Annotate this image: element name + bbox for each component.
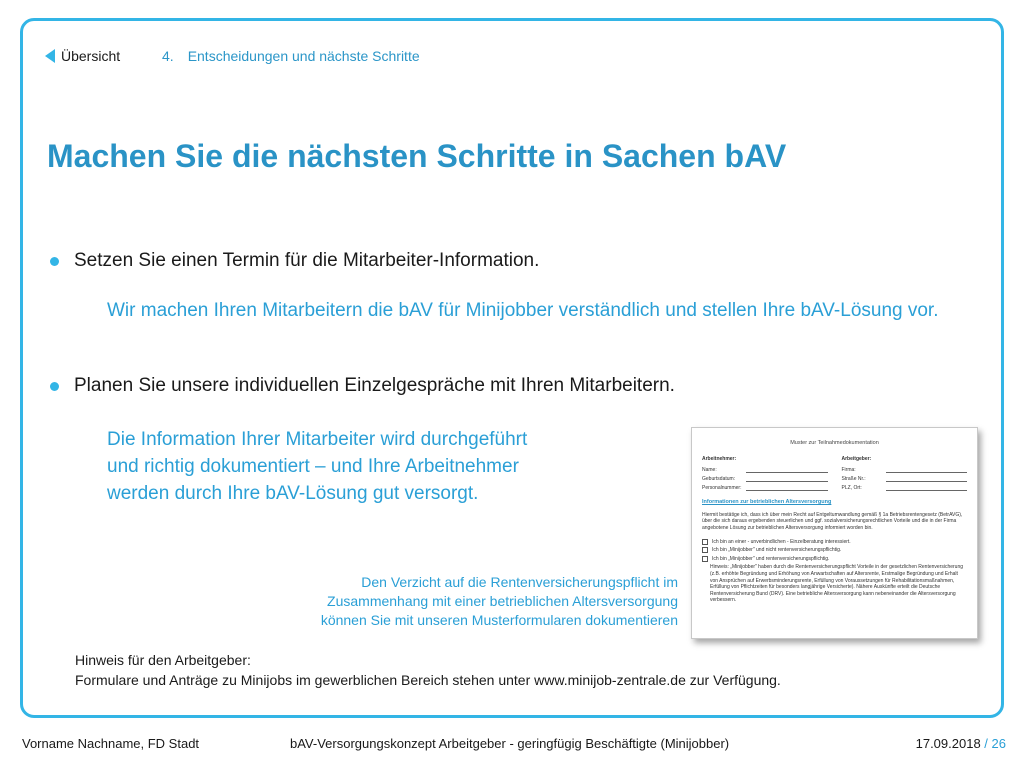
section-number: 4. xyxy=(162,48,174,64)
breadcrumb[interactable] xyxy=(162,48,420,64)
page-title: Machen Sie die nächsten Schritte in Sachen bAV xyxy=(47,138,787,174)
arrow-left-icon xyxy=(45,49,55,63)
bullet-dot-icon xyxy=(50,257,59,266)
bullet-item-2 xyxy=(50,375,675,397)
detail-line: und richtig dokumentiert – und Ihre Arbeitnehmer xyxy=(107,456,519,477)
bullet-item-1 xyxy=(50,250,539,272)
form-field-label: Name: xyxy=(702,466,717,473)
page-number: 26 xyxy=(991,736,1006,751)
form-paragraph: Hiermit bestätige ich, dass ich über mein Recht auf Entgeltumwandlung gemäß § 1a Betriebsrentengesetz (BetrAVG), über die sich daraus ergebenden steuerlichen und ggf. sozialversicherungsrechtlichen Vorteile und die in der Firma angebotene Lösung zur betrieblichen Altersversorgung informiert worden bin. xyxy=(702,511,963,531)
bullet-detail-2 xyxy=(107,426,527,507)
bullet-detail-1: Wir machen Ihren Mitarbeitern die bAV für Minijobber verständlich und stellen Ihre bAV-Lösung vor. xyxy=(107,300,939,321)
form-field-label: Personalnummer: xyxy=(702,484,742,491)
page-separator: / xyxy=(980,736,992,751)
form-caption xyxy=(238,573,678,630)
bullet-dot-icon xyxy=(50,382,59,391)
caption-line: können Sie mit unseren Musterformularen dokumentieren xyxy=(320,612,678,628)
form-option: Ich bin „Minijobber" und nicht rentenversicherungspflichtig. xyxy=(712,547,842,554)
form-thumbnail xyxy=(691,427,978,639)
checkbox-icon xyxy=(702,547,708,553)
form-field-label: Firma: xyxy=(841,466,856,473)
form-field-label: PLZ, Ort: xyxy=(841,484,862,491)
hint-heading: Hinweis für den Arbeitgeber: xyxy=(75,652,251,668)
overview-link[interactable] xyxy=(45,48,120,64)
employer-heading: Arbeitgeber: xyxy=(841,455,872,462)
footer-title: bAV-Versorgungskonzept Arbeitgeber - geringfügig Beschäftigte (Minijobber) xyxy=(290,736,730,751)
employer-hint xyxy=(75,650,781,690)
form-field-label: Geburtsdatum: xyxy=(702,475,736,482)
section-title: Entscheidungen und nächste Schritte xyxy=(187,48,420,64)
form-note: Hinweis: „Minijobber" haben durch die Rentenversicherungspflicht Vorteile in der gesetzlichen Rentenversicherung (z.B. erhöhte Begründung und Erhöhung von Anwartschaften auf Altersrente, Erstmalige Begründung und Erhalt von Ansprüchen auf Erwerbsminderungsrente, Erfüllung von Voraussetzungen für Rehabilitationsmaßnahmen, Erfüllung von Pflichtzeiten für besonders langjährige Versicherte). Nähere Auskünfte erteilt die Deutsche Rentenversicherung Bund (DRV). Eine betriebliche Altersversorgung kann nebeneinander die Altersversorgung verbessern. xyxy=(710,564,964,604)
footer-date: 17.09.2018 xyxy=(915,736,981,751)
hint-text: Formulare und Anträge zu Minijobs im gewerblichen Bereich stehen unter www.minijob-zentrale.de zur Verfügung. xyxy=(75,672,781,688)
caption-line: Den Verzicht auf die Rentenversicherungspflicht im xyxy=(361,574,678,590)
caption-line: Zusammenhang mit einer betrieblichen Altersversorgung xyxy=(327,593,678,609)
form-title: Muster zur Teilnahmedokumentation xyxy=(790,440,879,446)
form-option: Ich bin „Minijobber" und rentenversicherungspflichtig. xyxy=(712,555,830,562)
checkbox-icon xyxy=(702,539,708,545)
detail-line: Die Information Ihrer Mitarbeiter wird durchgeführt xyxy=(107,429,528,450)
employee-heading: Arbeitnehmer: xyxy=(702,455,737,462)
overview-label: Übersicht xyxy=(61,48,121,64)
bullet-text: Planen Sie unsere individuellen Einzelgespräche mit Ihren Mitarbeitern. xyxy=(74,375,675,396)
form-field-label: Straße Nr.: xyxy=(841,475,866,482)
form-option: Ich bin an einer - unverbindlichen - Einzelberatung interessiert. xyxy=(712,538,851,545)
footer-date-page xyxy=(916,736,1006,751)
bullet-text: Setzen Sie einen Termin für die Mitarbeiter-Information. xyxy=(74,250,540,271)
detail-line: werden durch Ihre bAV-Lösung gut versorgt. xyxy=(107,483,479,504)
footer-author: Vorname Nachname, FD Stadt xyxy=(22,736,200,751)
slide-nav xyxy=(45,46,120,66)
checkbox-icon xyxy=(702,556,708,562)
form-section-title: Informationen zur betrieblichen Altersversorgung xyxy=(702,499,832,506)
